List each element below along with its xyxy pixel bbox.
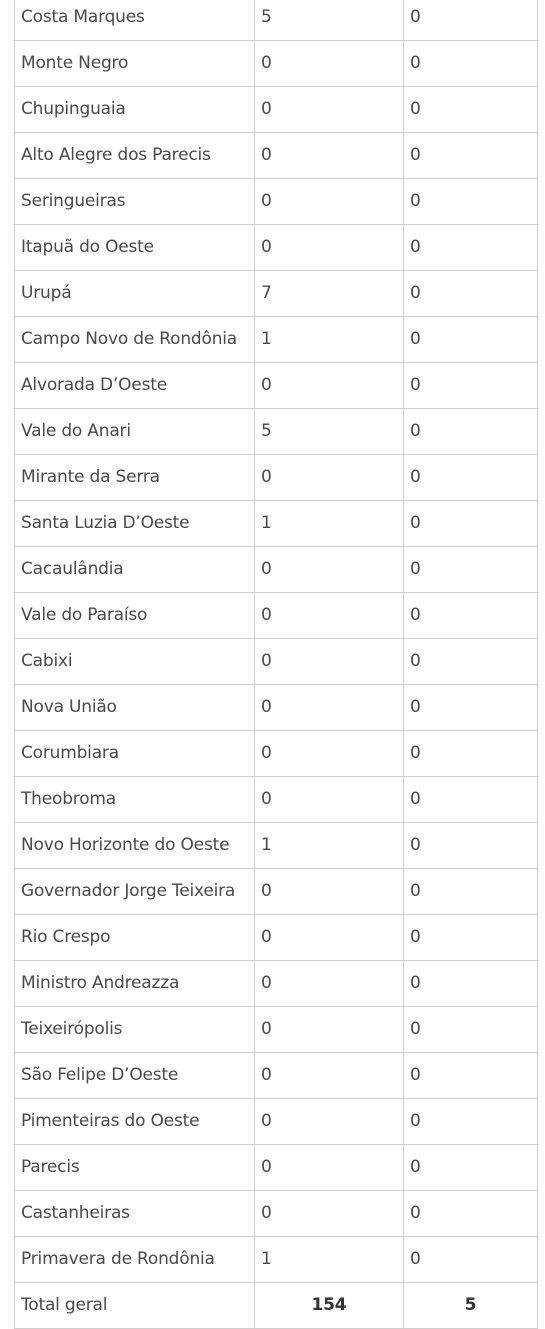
cases-cell: 5 <box>255 409 404 455</box>
deaths-cell: 0 <box>404 547 538 593</box>
city-cell: Campo Novo de Rondônia <box>15 317 255 363</box>
deaths-cell: 0 <box>404 777 538 823</box>
deaths-cell: 0 <box>404 225 538 271</box>
cases-cell: 5 <box>255 0 404 41</box>
city-cell: Primavera de Rondônia <box>15 1237 255 1283</box>
city-cell: Urupá <box>15 271 255 317</box>
deaths-cell: 0 <box>404 685 538 731</box>
deaths-cell: 0 <box>404 823 538 869</box>
city-cell: Vale do Anari <box>15 409 255 455</box>
city-cell: Alvorada D’Oeste <box>15 363 255 409</box>
city-cell: Teixeirópolis <box>15 1007 255 1053</box>
table-row <box>15 593 538 639</box>
deaths-cell: 0 <box>404 501 538 547</box>
city-cell: Corumbiara <box>15 731 255 777</box>
deaths-cell: 0 <box>404 133 538 179</box>
table-row <box>15 271 538 317</box>
table-row <box>15 0 538 41</box>
city-cell: São Felipe D’Oeste <box>15 1053 255 1099</box>
table-row <box>15 363 538 409</box>
cases-table <box>14 0 538 1329</box>
deaths-cell: 0 <box>404 915 538 961</box>
cases-cell: 0 <box>255 547 404 593</box>
cases-cell: 1 <box>255 317 404 363</box>
table-row <box>15 501 538 547</box>
city-cell: Costa Marques <box>15 0 255 41</box>
table-row <box>15 1099 538 1145</box>
table-row <box>15 409 538 455</box>
deaths-cell: 0 <box>404 1007 538 1053</box>
table-body <box>15 0 538 1329</box>
table-row <box>15 87 538 133</box>
cases-cell: 0 <box>255 593 404 639</box>
city-cell: Chupinguaia <box>15 87 255 133</box>
total-deaths: 5 <box>404 1283 538 1329</box>
deaths-cell: 0 <box>404 455 538 501</box>
table-row <box>15 133 538 179</box>
cases-cell: 0 <box>255 179 404 225</box>
city-cell: Santa Luzia D’Oeste <box>15 501 255 547</box>
city-cell: Alto Alegre dos Parecis <box>15 133 255 179</box>
city-cell: Itapuã do Oeste <box>15 225 255 271</box>
cases-cell: 0 <box>255 455 404 501</box>
city-cell: Governador Jorge Teixeira <box>15 869 255 915</box>
total-row <box>15 1283 538 1329</box>
table-row <box>15 179 538 225</box>
table-row <box>15 225 538 271</box>
cases-cell: 1 <box>255 501 404 547</box>
city-cell: Pimenteiras do Oeste <box>15 1099 255 1145</box>
deaths-cell: 0 <box>404 1237 538 1283</box>
table-row <box>15 547 538 593</box>
deaths-cell: 0 <box>404 869 538 915</box>
table-row <box>15 915 538 961</box>
city-cell: Parecis <box>15 1145 255 1191</box>
city-cell: Rio Crespo <box>15 915 255 961</box>
deaths-cell: 0 <box>404 317 538 363</box>
cases-cell: 0 <box>255 685 404 731</box>
table-row <box>15 1007 538 1053</box>
cases-cell: 0 <box>255 961 404 1007</box>
deaths-cell: 0 <box>404 1191 538 1237</box>
table-row <box>15 455 538 501</box>
city-cell: Mirante da Serra <box>15 455 255 501</box>
total-cases: 154 <box>255 1283 404 1329</box>
deaths-cell: 0 <box>404 87 538 133</box>
table-row <box>15 961 538 1007</box>
cases-cell: 0 <box>255 1007 404 1053</box>
deaths-cell: 0 <box>404 1099 538 1145</box>
cases-cell: 0 <box>255 1099 404 1145</box>
deaths-cell: 0 <box>404 41 538 87</box>
deaths-cell: 0 <box>404 179 538 225</box>
cases-cell: 0 <box>255 777 404 823</box>
cases-cell: 0 <box>255 1191 404 1237</box>
cases-cell: 0 <box>255 731 404 777</box>
city-cell: Vale do Paraíso <box>15 593 255 639</box>
cases-cell: 7 <box>255 271 404 317</box>
deaths-cell: 0 <box>404 639 538 685</box>
total-label: Total geral <box>15 1283 255 1329</box>
deaths-cell: 0 <box>404 0 538 41</box>
table-row <box>15 1053 538 1099</box>
city-cell: Monte Negro <box>15 41 255 87</box>
cases-cell: 0 <box>255 225 404 271</box>
deaths-cell: 0 <box>404 1053 538 1099</box>
cases-cell: 0 <box>255 41 404 87</box>
deaths-cell: 0 <box>404 409 538 455</box>
table-row <box>15 685 538 731</box>
cases-cell: 0 <box>255 915 404 961</box>
deaths-cell: 0 <box>404 593 538 639</box>
table-row <box>15 869 538 915</box>
table-row <box>15 41 538 87</box>
city-cell: Cabixi <box>15 639 255 685</box>
cases-cell: 0 <box>255 363 404 409</box>
table-row <box>15 823 538 869</box>
cases-cell: 0 <box>255 869 404 915</box>
city-cell: Ministro Andreazza <box>15 961 255 1007</box>
cases-cell: 0 <box>255 87 404 133</box>
deaths-cell: 0 <box>404 1145 538 1191</box>
cases-cell: 1 <box>255 1237 404 1283</box>
table-row <box>15 639 538 685</box>
table-row <box>15 317 538 363</box>
city-cell: Cacaulândia <box>15 547 255 593</box>
table-row <box>15 1237 538 1283</box>
cases-cell: 1 <box>255 823 404 869</box>
cases-cell: 0 <box>255 639 404 685</box>
table-row <box>15 777 538 823</box>
city-cell: Castanheiras <box>15 1191 255 1237</box>
city-cell: Novo Horizonte do Oeste <box>15 823 255 869</box>
cases-cell: 0 <box>255 1145 404 1191</box>
table-row <box>15 1145 538 1191</box>
city-cell: Seringueiras <box>15 179 255 225</box>
table-row <box>15 1191 538 1237</box>
cases-cell: 0 <box>255 1053 404 1099</box>
table-row <box>15 731 538 777</box>
city-cell: Theobroma <box>15 777 255 823</box>
deaths-cell: 0 <box>404 363 538 409</box>
city-cell: Nova União <box>15 685 255 731</box>
deaths-cell: 0 <box>404 731 538 777</box>
deaths-cell: 0 <box>404 961 538 1007</box>
cases-cell: 0 <box>255 133 404 179</box>
deaths-cell: 0 <box>404 271 538 317</box>
